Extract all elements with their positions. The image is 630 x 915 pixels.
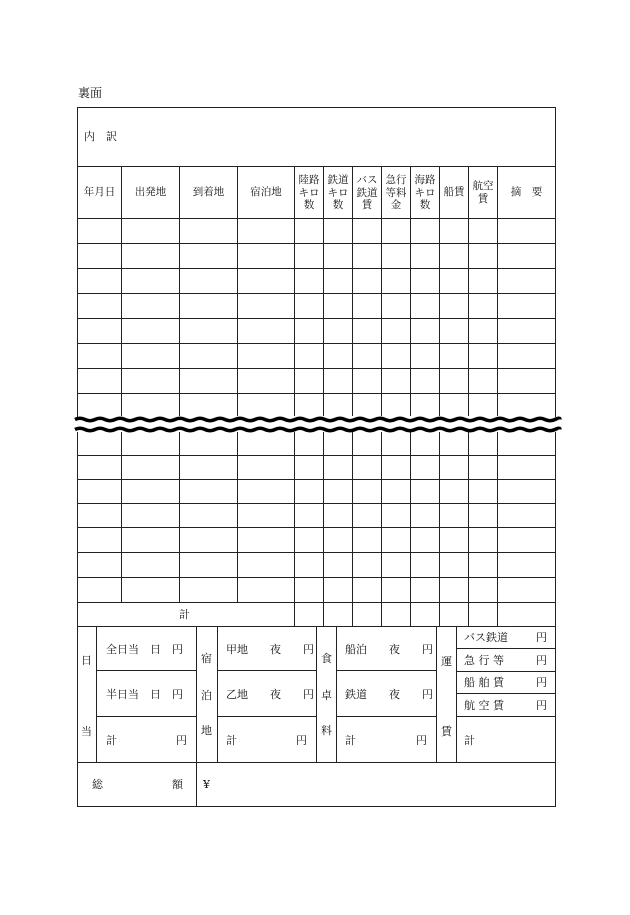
meals-title-1: 食 [321, 652, 332, 665]
lodging-title-1: 宿 [201, 652, 212, 665]
transport-item-yen: 円 [536, 699, 547, 712]
header-sea-km: 海路 キロ 数 [414, 174, 436, 211]
header-date: 年月日 [83, 186, 116, 198]
grand-total-label-left: 総 [92, 778, 103, 791]
lodging-otsu: 乙地 夜 円 [226, 688, 314, 701]
meals-total-label: 計 [345, 734, 356, 747]
meals-rail: 鉄道 夜 円 [345, 688, 433, 701]
transport-title-top: 運 [441, 655, 452, 668]
daily-title-top: 日 [81, 654, 92, 667]
transport-item-label: 急 行 等 [464, 654, 504, 667]
header-rail-km: 鉄道 キロ 数 [327, 174, 349, 211]
daily-title-bottom: 当 [81, 725, 92, 738]
lodging-title-3: 地 [201, 724, 212, 737]
transport-item-yen: 円 [536, 654, 547, 667]
header-land-km: 陸路 キロ 数 [298, 174, 320, 211]
header-arrival: 到着地 [192, 186, 225, 198]
total-row-label: 計 [179, 608, 190, 621]
header-lodging: 宿泊地 [250, 186, 282, 198]
header-remarks: 摘 要 [510, 186, 543, 198]
transport-item-yen: 円 [536, 676, 547, 689]
transport-title-bottom: 賃 [441, 725, 452, 738]
transport-total-label: 計 [464, 734, 475, 747]
header-departure: 出発地 [134, 186, 167, 198]
lodging-title-2: 泊 [201, 689, 212, 702]
transport-item-label: 船 舶 賃 [464, 676, 504, 689]
transport-item-yen: 円 [536, 631, 547, 644]
meals-title-3: 料 [321, 724, 332, 737]
header-ship-fare: 船賃 [443, 186, 465, 198]
page-label: 裏面 [78, 86, 103, 100]
meals-total-yen: 円 [416, 734, 427, 747]
lodging-kou: 甲地 夜 円 [226, 643, 314, 656]
transport-item-label: 航 空 賃 [464, 699, 504, 712]
meals-ship: 船泊 夜 円 [345, 643, 433, 656]
grand-total-label-right: 額 [172, 778, 183, 791]
header-bus-rail-fare: バス 鉄道 賃 [356, 174, 378, 211]
table-break-marker [75, 417, 560, 432]
header-express-fee: 急行 等料 金 [385, 174, 407, 211]
daily-half-day: 半日当 日 円 [106, 688, 183, 701]
daily-total-yen: 円 [176, 734, 187, 747]
daily-full-day: 全日当 日 円 [106, 643, 183, 656]
meals-title-2: 卓 [321, 689, 332, 702]
transport-item-label: バス鉄道 [464, 631, 508, 644]
daily-total-label: 計 [106, 734, 117, 747]
lodging-total-yen: 円 [296, 734, 307, 747]
lodging-total-label: 計 [226, 734, 237, 747]
header-air-fare: 航空 賃 [472, 180, 494, 205]
section-title: 内 訳 [84, 130, 117, 143]
grand-total-currency: ¥ [203, 778, 210, 791]
